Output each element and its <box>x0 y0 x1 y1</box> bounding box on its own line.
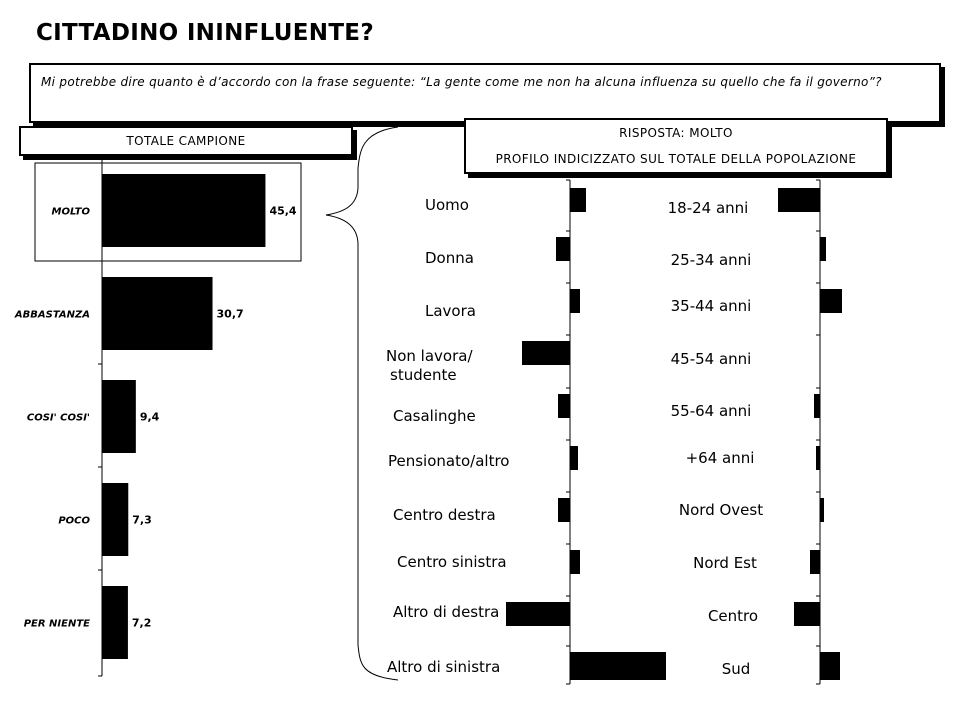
mid-bar-altro-di-sinistra <box>570 652 666 680</box>
left-value-label-abbastanza: 30,7 <box>216 307 244 321</box>
left-category-label-poco: POCO <box>58 515 90 527</box>
mid-bar-casalinghe <box>558 394 570 418</box>
left-bar-molto <box>102 174 265 247</box>
left-value-label-per-niente: 7,2 <box>131 616 152 630</box>
right-bar-64-anni <box>816 446 820 470</box>
mid-label-non-lavora-studente <box>386 347 473 384</box>
right-label-sud: Sud <box>721 660 751 678</box>
mid-label-altro-di-sinistra: Altro di sinistra <box>387 658 501 676</box>
right-bar-sud <box>820 652 840 680</box>
right-label-64-anni: +64 anni <box>685 449 755 467</box>
left-chart-header: TOTALE CAMPIONE <box>19 126 353 156</box>
right-bar-25-34-anni <box>820 237 826 261</box>
right-label-35-44-anni: 35-44 anni <box>670 297 752 315</box>
mid-label-uomo: Uomo <box>425 196 469 214</box>
mid-label-line-1: studente <box>390 366 457 384</box>
curly-brace <box>326 127 398 680</box>
left-value-label-cosi-cosi: 9,4 <box>139 410 160 424</box>
mid-bar-centro-sinistra <box>570 550 580 574</box>
left-category-label-cosi-cosi: COSI' COSI' <box>26 412 90 424</box>
mid-label-pensionato-altro: Pensionato/altro <box>388 452 510 470</box>
right-chart <box>668 180 842 684</box>
mid-bar-uomo <box>570 188 586 212</box>
left-category-label-molto: MOLTO <box>51 206 90 218</box>
left-chart <box>14 158 297 676</box>
right-bar-55-64-anni <box>814 394 820 418</box>
right-label-nord-ovest: Nord Ovest <box>678 501 764 519</box>
left-bar-cosi-cosi <box>102 380 136 453</box>
mid-bar-altro-di-destra <box>506 602 570 626</box>
left-bar-per-niente <box>102 586 128 659</box>
right-header-line2: PROFILO INDICIZZATO SUL TOTALE DELLA POPOLAZIONE <box>495 152 857 166</box>
right-header-line1: RISPOSTA: MOLTO <box>619 126 733 140</box>
mid-bar-centro-destra <box>558 498 570 522</box>
right-label-nord-est: Nord Est <box>693 554 757 572</box>
question-box: Mi potrebbe dire quanto è d’accordo con la frase seguente: “La gente come me non ha alcuna influenza su quello che fa il governo”? <box>29 63 941 123</box>
right-label-55-64-anni: 55-64 anni <box>670 402 752 420</box>
mid-label-centro-sinistra: Centro sinistra <box>397 553 507 571</box>
mid-label-lavora: Lavora <box>425 302 476 320</box>
right-bar-35-44-anni <box>820 289 842 313</box>
right-label-45-54-anni: 45-54 anni <box>670 350 752 368</box>
mid-label-casalinghe: Casalinghe <box>393 407 476 425</box>
page-title: CITTADINO ININFLUENTE? <box>36 20 374 46</box>
right-bar-nord-est <box>810 550 820 574</box>
right-bar-centro <box>794 602 820 626</box>
left-category-label-per-niente: PER NIENTE <box>23 618 90 630</box>
mid-bar-pensionato-altro <box>570 446 578 470</box>
left-bar-abbastanza <box>102 277 213 350</box>
middle-chart <box>386 180 666 684</box>
mid-label-centro-destra: Centro destra <box>393 506 496 524</box>
mid-label-donna: Donna <box>425 249 474 267</box>
mid-bar-lavora <box>570 289 580 313</box>
right-label-centro: Centro <box>707 607 759 625</box>
left-value-label-molto: 45,4 <box>269 204 297 218</box>
left-value-label-poco: 7,3 <box>132 513 152 527</box>
left-category-label-abbastanza: ABBASTANZA <box>14 309 90 321</box>
right-label-18-24-anni: 18-24 anni <box>667 199 749 217</box>
right-bar-18-24-anni <box>778 188 820 212</box>
mid-label-altro-di-destra: Altro di destra <box>393 603 500 621</box>
mid-bar-non-lavora-studente <box>522 341 570 365</box>
right-label-25-34-anni: 25-34 anni <box>670 251 752 269</box>
right-bar-nord-ovest <box>820 498 824 522</box>
mid-label-line-0: Non lavora/ <box>386 347 473 365</box>
left-bar-poco <box>102 483 128 556</box>
mid-bar-donna <box>556 237 570 261</box>
